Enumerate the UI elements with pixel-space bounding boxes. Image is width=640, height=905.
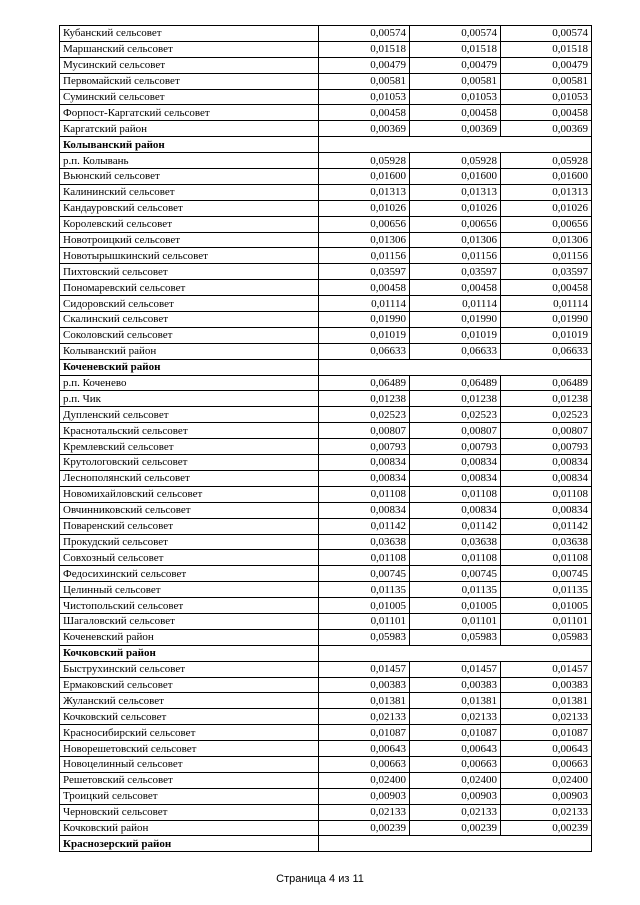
value-cell-2: 0,01156: [410, 248, 501, 264]
municipality-name: Кочковский сельсовет: [60, 709, 319, 725]
value-cell-2: 0,01313: [410, 184, 501, 200]
municipality-name: Первомайский сельсовет: [60, 73, 319, 89]
municipality-name: Новомихайловский сельсовет: [60, 486, 319, 502]
value-cell-2: 0,01457: [410, 661, 501, 677]
value-cell-3: 0,03597: [501, 264, 592, 280]
value-cell-2: 0,01053: [410, 89, 501, 105]
district-header-row: [60, 359, 592, 375]
table-row: [60, 534, 592, 550]
table-row: [60, 470, 592, 486]
value-cell-2: 0,01005: [410, 598, 501, 614]
value-cell-1: 0,02133: [319, 709, 410, 725]
value-cell-2: 0,03638: [410, 534, 501, 550]
value-cell-2: 0,01238: [410, 391, 501, 407]
value-cell-3: 0,01108: [501, 486, 592, 502]
value-cell-1: 0,02400: [319, 772, 410, 788]
value-cell-3: 0,00574: [501, 26, 592, 42]
value-cell-2: 0,03597: [410, 264, 501, 280]
municipality-name: Соколовский сельсовет: [60, 327, 319, 343]
value-cell-3: 0,01313: [501, 184, 592, 200]
value-cell-1: 0,00745: [319, 566, 410, 582]
value-cell-3: 0,02523: [501, 407, 592, 423]
value-cell-3: 0,01457: [501, 661, 592, 677]
municipality-name: Ермаковский сельсовет: [60, 677, 319, 693]
value-cell-1: 0,00479: [319, 57, 410, 73]
value-cell-2: 0,00903: [410, 788, 501, 804]
district-header-row: [60, 645, 592, 661]
value-cell-3: 0,00656: [501, 216, 592, 232]
table-row: [60, 232, 592, 248]
table-row: [60, 455, 592, 471]
value-cell-2: 0,01990: [410, 312, 501, 328]
value-cell-3: 0,01990: [501, 312, 592, 328]
municipality-name: Коченевский район: [60, 629, 319, 645]
municipality-name: Крутологовский сельсовет: [60, 455, 319, 471]
municipality-name: Троицкий сельсовет: [60, 788, 319, 804]
value-cell-3: 0,01142: [501, 518, 592, 534]
value-cell-1: 0,00834: [319, 470, 410, 486]
table-row: [60, 105, 592, 121]
value-cell-2: 0,00458: [410, 105, 501, 121]
value-cell-3: 0,01108: [501, 550, 592, 566]
municipality-name: Новорешетовский сельсовет: [60, 741, 319, 757]
table-row: [60, 41, 592, 57]
table-row: [60, 629, 592, 645]
municipality-name: р.п. Колывань: [60, 153, 319, 169]
value-cell-3: 0,00745: [501, 566, 592, 582]
value-cell-1: 0,01114: [319, 296, 410, 312]
municipality-name: Краснотальский сельсовет: [60, 423, 319, 439]
value-cell-1: 0,01026: [319, 200, 410, 216]
table-row: [60, 804, 592, 820]
value-cell-1: 0,01108: [319, 486, 410, 502]
table-row: [60, 89, 592, 105]
value-cell-1: 0,01990: [319, 312, 410, 328]
table-row: [60, 312, 592, 328]
value-cell-1: 0,01135: [319, 582, 410, 598]
municipality-name: Черновский сельсовет: [60, 804, 319, 820]
value-cell-2: 0,01600: [410, 169, 501, 185]
value-cell-2: 0,06489: [410, 375, 501, 391]
value-cell-2: 0,00581: [410, 73, 501, 89]
value-cell-3: 0,00239: [501, 820, 592, 836]
value-cell-2: 0,00458: [410, 280, 501, 296]
value-cell-3: 0,00643: [501, 741, 592, 757]
value-cell-1: 0,01457: [319, 661, 410, 677]
municipality-name: Кандауровский сельсовет: [60, 200, 319, 216]
municipality-name: Жуланский сельсовет: [60, 693, 319, 709]
value-cell-1: 0,00643: [319, 741, 410, 757]
value-cell-2: 0,01142: [410, 518, 501, 534]
table-row: [60, 184, 592, 200]
value-cell-2: 0,01306: [410, 232, 501, 248]
value-cell-2: 0,00383: [410, 677, 501, 693]
municipality-name: Пихтовский сельсовет: [60, 264, 319, 280]
table-row: [60, 57, 592, 73]
table-row: [60, 613, 592, 629]
coefficients-table: [59, 25, 592, 852]
value-cell-2: 0,01381: [410, 693, 501, 709]
value-cell-2: 0,01108: [410, 486, 501, 502]
municipality-name: Новотырышкинский сельсовет: [60, 248, 319, 264]
value-cell-2: 0,01019: [410, 327, 501, 343]
value-cell-1: 0,01600: [319, 169, 410, 185]
table-row: [60, 296, 592, 312]
value-cell-1: 0,00574: [319, 26, 410, 42]
value-cell-2: 0,00834: [410, 502, 501, 518]
table-row: [60, 423, 592, 439]
value-cell-2: 0,01026: [410, 200, 501, 216]
value-cell-3: 0,01135: [501, 582, 592, 598]
value-cell-2: 0,01135: [410, 582, 501, 598]
value-cell-1: 0,00807: [319, 423, 410, 439]
value-cell-1: 0,00663: [319, 756, 410, 772]
municipality-name: Дупленский сельсовет: [60, 407, 319, 423]
value-cell-3: 0,01087: [501, 725, 592, 741]
value-cell-1: 0,01238: [319, 391, 410, 407]
value-cell-1: 0,01087: [319, 725, 410, 741]
value-cell-3: 0,01306: [501, 232, 592, 248]
value-cell-2: 0,01101: [410, 613, 501, 629]
value-cell-2: 0,00479: [410, 57, 501, 73]
table-row: [60, 677, 592, 693]
district-name: Колыванский район: [60, 137, 319, 153]
table-row: [60, 280, 592, 296]
table-row: [60, 248, 592, 264]
table-row: [60, 772, 592, 788]
value-cell-3: 0,01600: [501, 169, 592, 185]
value-cell-1: 0,01313: [319, 184, 410, 200]
value-cell-3: 0,00458: [501, 105, 592, 121]
table-row: [60, 598, 592, 614]
value-cell-1: 0,01306: [319, 232, 410, 248]
value-cell-3: 0,00834: [501, 502, 592, 518]
value-cell-3: 0,01114: [501, 296, 592, 312]
municipality-name: Сидоровский сельсовет: [60, 296, 319, 312]
table-row: [60, 26, 592, 42]
value-cell-3: 0,01005: [501, 598, 592, 614]
value-cell-2: 0,00807: [410, 423, 501, 439]
value-cell-3: 0,01156: [501, 248, 592, 264]
value-cell-2: 0,06633: [410, 343, 501, 359]
municipality-name: Пономаревский сельсовет: [60, 280, 319, 296]
value-cell-2: 0,01518: [410, 41, 501, 57]
municipality-name: Чистопольский сельсовет: [60, 598, 319, 614]
municipality-name: Скалинский сельсовет: [60, 312, 319, 328]
district-name: Краснозерский район: [60, 836, 319, 852]
value-cell-3: 0,01518: [501, 41, 592, 57]
value-cell-1: 0,00903: [319, 788, 410, 804]
value-cell-1: 0,01101: [319, 613, 410, 629]
value-cell-1: 0,00239: [319, 820, 410, 836]
value-cell-3: 0,00807: [501, 423, 592, 439]
municipality-name: Кочковский район: [60, 820, 319, 836]
municipality-name: Кубанский сельсовет: [60, 26, 319, 42]
value-cell-3: 0,06489: [501, 375, 592, 391]
value-cell-3: 0,01101: [501, 613, 592, 629]
value-cell-3: 0,00369: [501, 121, 592, 137]
value-cell-3: 0,00458: [501, 280, 592, 296]
value-cell-2: 0,00239: [410, 820, 501, 836]
municipality-name: Форпост-Каргатский сельсовет: [60, 105, 319, 121]
table-row: [60, 216, 592, 232]
value-cell-1: 0,01053: [319, 89, 410, 105]
table-row: [60, 169, 592, 185]
municipality-name: Шагаловский сельсовет: [60, 613, 319, 629]
value-cell-1: 0,00581: [319, 73, 410, 89]
value-cell-1: 0,00458: [319, 105, 410, 121]
municipality-name: р.п. Коченево: [60, 375, 319, 391]
municipality-name: р.п. Чик: [60, 391, 319, 407]
value-cell-1: 0,00458: [319, 280, 410, 296]
value-cell-3: 0,01238: [501, 391, 592, 407]
value-cell-1: 0,03638: [319, 534, 410, 550]
value-cell-2: 0,00369: [410, 121, 501, 137]
municipality-name: Новоцелинный сельсовет: [60, 756, 319, 772]
value-cell-3: 0,01381: [501, 693, 592, 709]
value-cell-1: 0,01518: [319, 41, 410, 57]
table-row: [60, 709, 592, 725]
value-cell-1: 0,03597: [319, 264, 410, 280]
value-cell-3: 0,00793: [501, 439, 592, 455]
municipality-name: Решетовский сельсовет: [60, 772, 319, 788]
municipality-name: Федосихинский сельсовет: [60, 566, 319, 582]
table-row: [60, 121, 592, 137]
municipality-name: Совхозный сельсовет: [60, 550, 319, 566]
table-row: [60, 407, 592, 423]
district-name: Кочковский район: [60, 645, 319, 661]
municipality-name: Мусинский сельсовет: [60, 57, 319, 73]
municipality-name: Каргатский район: [60, 121, 319, 137]
value-cell-1: 0,02133: [319, 804, 410, 820]
table-row: [60, 788, 592, 804]
value-cell-2: 0,00656: [410, 216, 501, 232]
value-cell-3: 0,00663: [501, 756, 592, 772]
district-header-row: [60, 137, 592, 153]
value-cell-3: 0,01019: [501, 327, 592, 343]
value-cell-1: 0,01142: [319, 518, 410, 534]
value-cell-3: 0,00834: [501, 470, 592, 486]
value-cell-2: 0,00834: [410, 470, 501, 486]
table-row: [60, 375, 592, 391]
value-cell-2: 0,00663: [410, 756, 501, 772]
empty-value-cell: [319, 645, 592, 661]
value-cell-2: 0,05928: [410, 153, 501, 169]
table-row: [60, 756, 592, 772]
value-cell-2: 0,02133: [410, 709, 501, 725]
value-cell-1: 0,05983: [319, 629, 410, 645]
municipality-name: Кремлевский сельсовет: [60, 439, 319, 455]
table-row: [60, 264, 592, 280]
value-cell-1: 0,05928: [319, 153, 410, 169]
value-cell-2: 0,01108: [410, 550, 501, 566]
table-row: [60, 820, 592, 836]
value-cell-2: 0,01087: [410, 725, 501, 741]
empty-value-cell: [319, 359, 592, 375]
municipality-name: Колыванский район: [60, 343, 319, 359]
table-row: [60, 518, 592, 534]
value-cell-2: 0,00643: [410, 741, 501, 757]
municipality-name: Быструхинский сельсовет: [60, 661, 319, 677]
page-number: Страница 4 из 11: [276, 873, 364, 885]
municipality-name: Красносибирский сельсовет: [60, 725, 319, 741]
municipality-name: Овчинниковский сельсовет: [60, 502, 319, 518]
value-cell-2: 0,02133: [410, 804, 501, 820]
value-cell-1: 0,01108: [319, 550, 410, 566]
value-cell-3: 0,01026: [501, 200, 592, 216]
value-cell-2: 0,02400: [410, 772, 501, 788]
municipality-name: Целинный сельсовет: [60, 582, 319, 598]
value-cell-3: 0,01053: [501, 89, 592, 105]
table-row: [60, 582, 592, 598]
value-cell-2: 0,05983: [410, 629, 501, 645]
municipality-name: Новотроицкий сельсовет: [60, 232, 319, 248]
municipality-name: Королевский сельсовет: [60, 216, 319, 232]
district-name: Коченевский район: [60, 359, 319, 375]
value-cell-2: 0,00745: [410, 566, 501, 582]
value-cell-3: 0,02400: [501, 772, 592, 788]
value-cell-3: 0,00834: [501, 455, 592, 471]
value-cell-1: 0,06633: [319, 343, 410, 359]
table-row: [60, 73, 592, 89]
table-row: [60, 661, 592, 677]
value-cell-3: 0,00383: [501, 677, 592, 693]
value-cell-2: 0,00793: [410, 439, 501, 455]
value-cell-1: 0,01156: [319, 248, 410, 264]
district-header-row: [60, 836, 592, 852]
value-cell-1: 0,00656: [319, 216, 410, 232]
municipality-name: Вьюнский сельсовет: [60, 169, 319, 185]
value-cell-3: 0,02133: [501, 804, 592, 820]
municipality-name: Прокудский сельсовет: [60, 534, 319, 550]
table-row: [60, 566, 592, 582]
municipality-name: Суминский сельсовет: [60, 89, 319, 105]
empty-value-cell: [319, 137, 592, 153]
value-cell-3: 0,03638: [501, 534, 592, 550]
table-row: [60, 153, 592, 169]
value-cell-3: 0,00581: [501, 73, 592, 89]
table-row: [60, 502, 592, 518]
table-row: [60, 391, 592, 407]
municipality-name: Леснополянский сельсовет: [60, 470, 319, 486]
municipality-name: Калининский сельсовет: [60, 184, 319, 200]
table-row: [60, 725, 592, 741]
value-cell-1: 0,00369: [319, 121, 410, 137]
value-cell-1: 0,06489: [319, 375, 410, 391]
table-row: [60, 200, 592, 216]
table-row: [60, 550, 592, 566]
value-cell-3: 0,00479: [501, 57, 592, 73]
value-cell-1: 0,01019: [319, 327, 410, 343]
value-cell-1: 0,01005: [319, 598, 410, 614]
value-cell-1: 0,00834: [319, 455, 410, 471]
table-row: [60, 693, 592, 709]
value-cell-3: 0,05928: [501, 153, 592, 169]
value-cell-1: 0,00834: [319, 502, 410, 518]
value-cell-1: 0,00383: [319, 677, 410, 693]
value-cell-3: 0,05983: [501, 629, 592, 645]
value-cell-1: 0,01381: [319, 693, 410, 709]
table-row: [60, 486, 592, 502]
municipality-name: Маршанский сельсовет: [60, 41, 319, 57]
empty-value-cell: [319, 836, 592, 852]
value-cell-1: 0,02523: [319, 407, 410, 423]
value-cell-3: 0,06633: [501, 343, 592, 359]
table-row: [60, 343, 592, 359]
value-cell-2: 0,01114: [410, 296, 501, 312]
table-row: [60, 327, 592, 343]
table-row: [60, 439, 592, 455]
value-cell-2: 0,02523: [410, 407, 501, 423]
value-cell-3: 0,00903: [501, 788, 592, 804]
value-cell-2: 0,00834: [410, 455, 501, 471]
municipality-name: Поваренский сельсовет: [60, 518, 319, 534]
table-body: [60, 26, 592, 852]
table-row: [60, 741, 592, 757]
value-cell-3: 0,02133: [501, 709, 592, 725]
value-cell-2: 0,00574: [410, 26, 501, 42]
value-cell-1: 0,00793: [319, 439, 410, 455]
